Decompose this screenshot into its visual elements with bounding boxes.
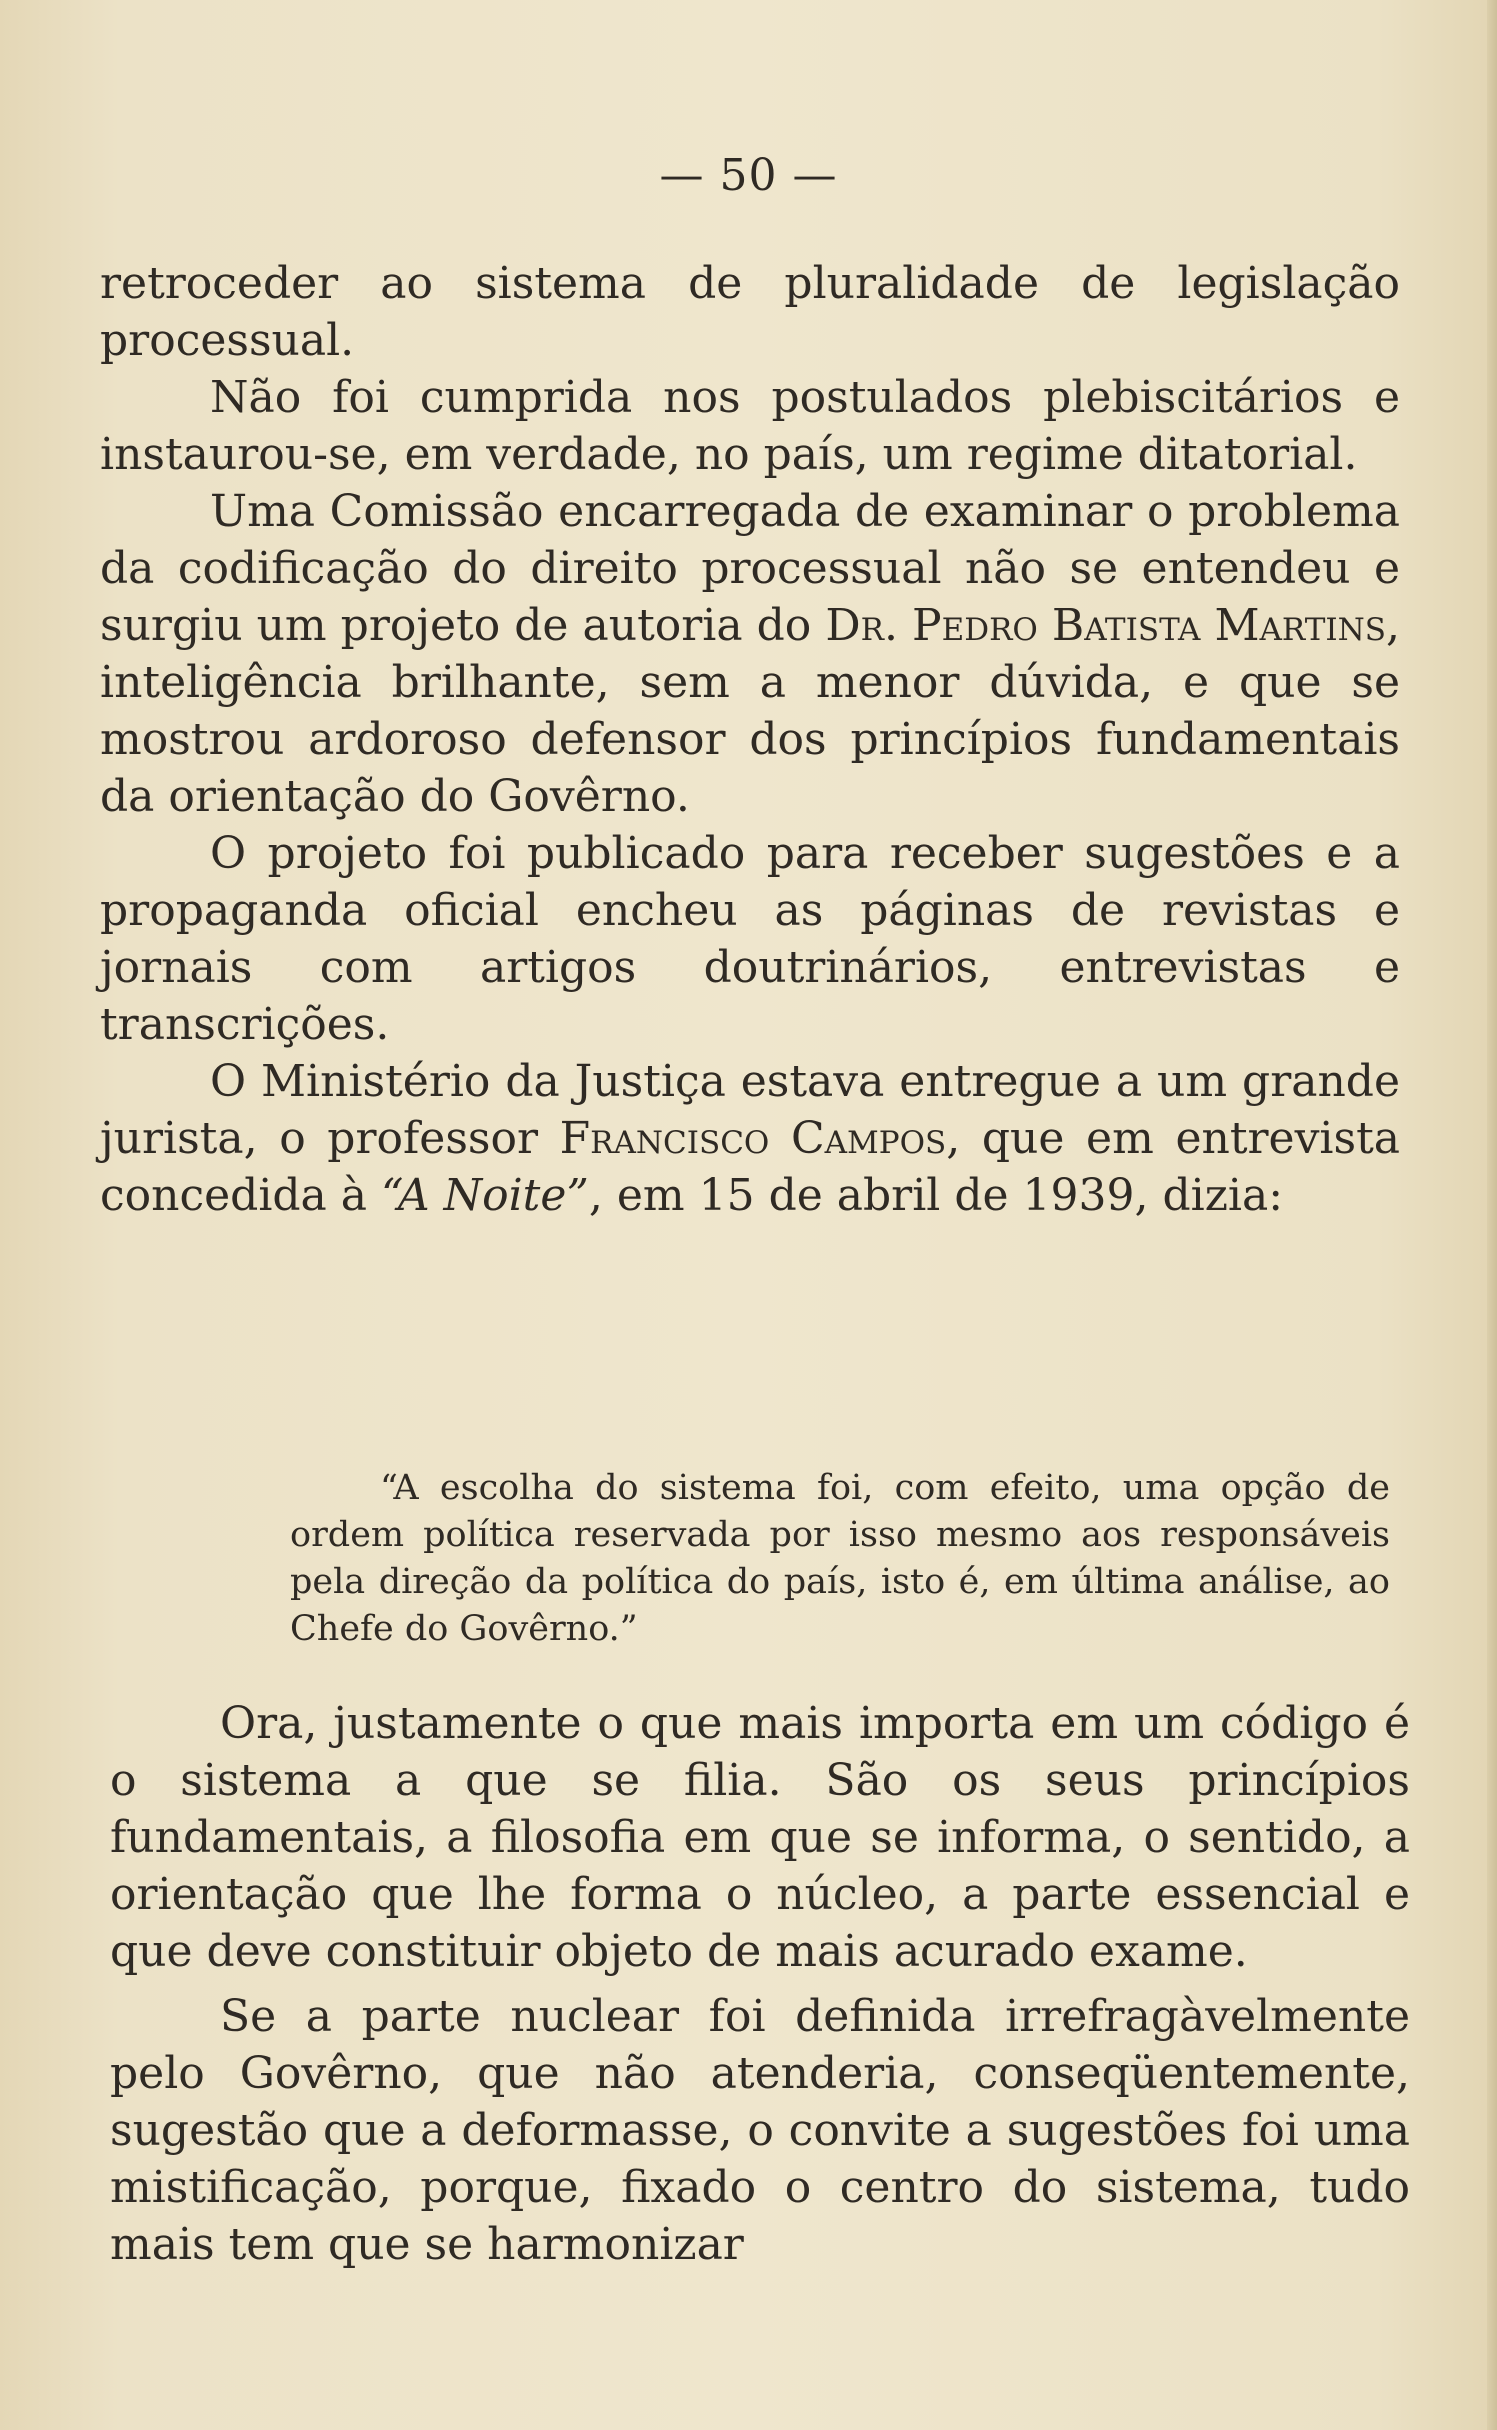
page-edge	[1487, 0, 1497, 2430]
body-text-bottom	[110, 1695, 1410, 2273]
body-text-top	[100, 255, 1400, 1224]
paragraph-4: O projeto foi publicado para receber sugestões e a propaganda oficial encheu as páginas de revistas e jornais com artigos doutrinários, entrevistas e transcrições.	[100, 828, 1400, 1050]
paragraph-3-end: , inteligência brilhante, sem a menor dúvida, e que se mostrou ardoroso defensor dos princípios fundamentais da orientação do Govêrno.	[100, 600, 1400, 822]
paragraph-2: Não foi cumprida nos postulados plebiscitários e instaurou-se, em verdade, no país, um regime ditatorial.	[100, 372, 1400, 480]
paragraph-1: retroceder ao sistema de pluralidade de legislação processual.	[100, 258, 1400, 366]
paragraph-5-start: O Ministério da Justiça estava entregue a um grande jurista, o professor	[100, 1056, 1400, 1164]
paragraph-5-end: , em 15 de abril de 1939, dizia:	[588, 1170, 1284, 1221]
minister-name: Francisco Campos	[559, 1113, 947, 1164]
paragraph-3	[100, 483, 1400, 825]
page-number: — 50 —	[659, 150, 838, 201]
paragraph-3-start: Uma Comissão encarregada de examinar o problema da codificação do direito processual não se entendeu e surgiu um projeto de autoria do	[100, 486, 1400, 651]
newspaper-title: “A Noite”	[381, 1170, 589, 1221]
block-quote	[290, 1465, 1390, 1653]
paragraph-5	[100, 1053, 1400, 1224]
author-name: Dr. Pedro Batista Martins	[825, 600, 1386, 651]
paragraph-7: Se a parte nuclear foi definida irrefragàvelmente pelo Govêrno, que não atenderia, conseqüentemente, sugestão que a deformasse, o convite a sugestões foi uma mistificação, porque, fixado o centro do sistema, tudo mais tem que se harmonizar	[110, 1991, 1410, 2270]
paragraph-6: Ora, justamente o que mais importa em um código é o sistema a que se filia. São os seus princípios fundamentais, a filosofia em que se informa, o sentido, a orientação que lhe forma o núcleo, a parte essencial e que deve constituir objeto de mais acurado exame.	[110, 1698, 1410, 1977]
quote-text: “A escolha do sistema foi, com efeito, uma opção de ordem política reservada por isso mesmo aos responsáveis pela direção da política do país, isto é, em última análise, ao Chefe do Govêrno.”	[290, 1468, 1390, 1649]
paragraph-5-middle: , que em entrevista concedida à	[100, 1113, 1400, 1221]
